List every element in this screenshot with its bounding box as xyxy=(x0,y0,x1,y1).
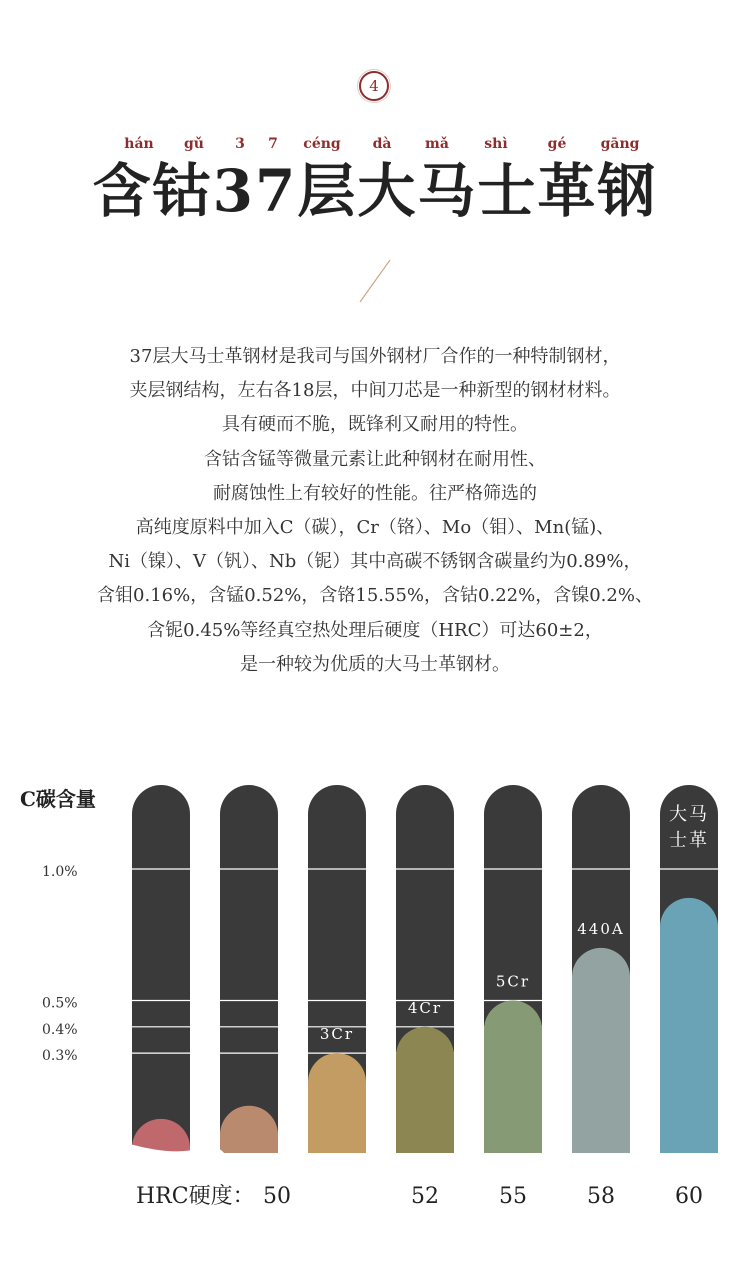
bar-track xyxy=(132,785,190,1153)
divider-slash xyxy=(358,258,392,304)
description-line: 37层大马士革钢材是我司与国外钢材厂合作的一种特制钢材， xyxy=(129,346,621,367)
description-line: Ni（镍）、V（钒）、Nb（铌）其中高碳不锈钢含碳量约为0.89%， xyxy=(108,551,642,573)
description-line: 含铌0.45%等经真空热处理后硬度（HRC）可达60±2， xyxy=(147,619,603,641)
y-tick-label: 1.0% xyxy=(42,864,78,880)
pinyin-syllable: shì xyxy=(484,136,508,152)
pinyin-syllable: dà xyxy=(372,136,392,152)
bar-fill xyxy=(308,1053,366,1153)
bar-track xyxy=(220,785,278,1153)
description xyxy=(20,340,730,682)
description-line: 耐腐蚀性上有较好的性能。往严格筛选的 xyxy=(213,482,537,504)
page-title: 含钴37层大马士革钢 xyxy=(92,157,658,225)
hrc-value: 50 xyxy=(263,1184,291,1209)
title-pinyin xyxy=(0,136,750,156)
bar-label: 5Cr xyxy=(495,972,531,991)
hrc-value: 55 xyxy=(499,1184,527,1209)
bar-label: 士革 xyxy=(669,830,709,851)
y-tick-label: 0.5% xyxy=(42,995,78,1012)
pinyin-syllable: céng xyxy=(303,136,341,152)
bar-fill xyxy=(396,1027,454,1153)
bar-fill xyxy=(660,898,718,1153)
description-line: 含钴含锰等微量元素让此种钢材在耐用性、 xyxy=(204,448,546,470)
bar-label: 4Cr xyxy=(407,998,443,1017)
section-number-badge: 4 xyxy=(359,71,389,101)
x-axis-title: HRC硬度： xyxy=(136,1184,255,1209)
baseline xyxy=(110,1153,730,1163)
y-tick-label: 0.4% xyxy=(42,1021,78,1038)
description-line: 具有硬而不脆，既锋利又耐用的特性。 xyxy=(222,414,528,436)
y-axis-title: C碳含量 xyxy=(20,787,96,811)
bar-label: 440A xyxy=(577,919,625,938)
pinyin-syllable: gāng xyxy=(600,136,640,152)
pinyin-syllable: gǔ xyxy=(184,136,204,152)
hrc-value: 58 xyxy=(587,1184,615,1209)
hrc-value: 52 xyxy=(411,1184,439,1209)
pinyin-syllable: 3 xyxy=(235,136,245,152)
hrc-value: 60 xyxy=(675,1184,703,1209)
bar-label: 3Cr xyxy=(319,1025,355,1044)
pinyin-syllable: 7 xyxy=(268,136,278,152)
bar-fill xyxy=(484,1001,542,1154)
y-tick-label: 0.3% xyxy=(42,1048,78,1065)
description-line: 是一种较为优质的大马士革钢材。 xyxy=(240,653,510,675)
pinyin-syllable: gé xyxy=(547,136,567,152)
pinyin-syllable: mǎ xyxy=(425,136,449,152)
pinyin-syllable: hán xyxy=(124,136,154,152)
bar-label: 大马 xyxy=(669,804,709,825)
description-line: 高纯度原料中加入C（碳），Cr（铬）、Mo（钼）、Mn(锰)、 xyxy=(135,517,615,539)
description-line: 含钼0.16%，含锰0.52%，含铬15.55%，含钴0.22%，含镍0.2%、 xyxy=(97,585,653,607)
description-line: 夹层钢结构，左右各18层，中间刀芯是一种新型的钢材材料。 xyxy=(129,380,621,402)
carbon-content-chart xyxy=(0,760,750,1276)
bar-fill xyxy=(572,948,630,1153)
